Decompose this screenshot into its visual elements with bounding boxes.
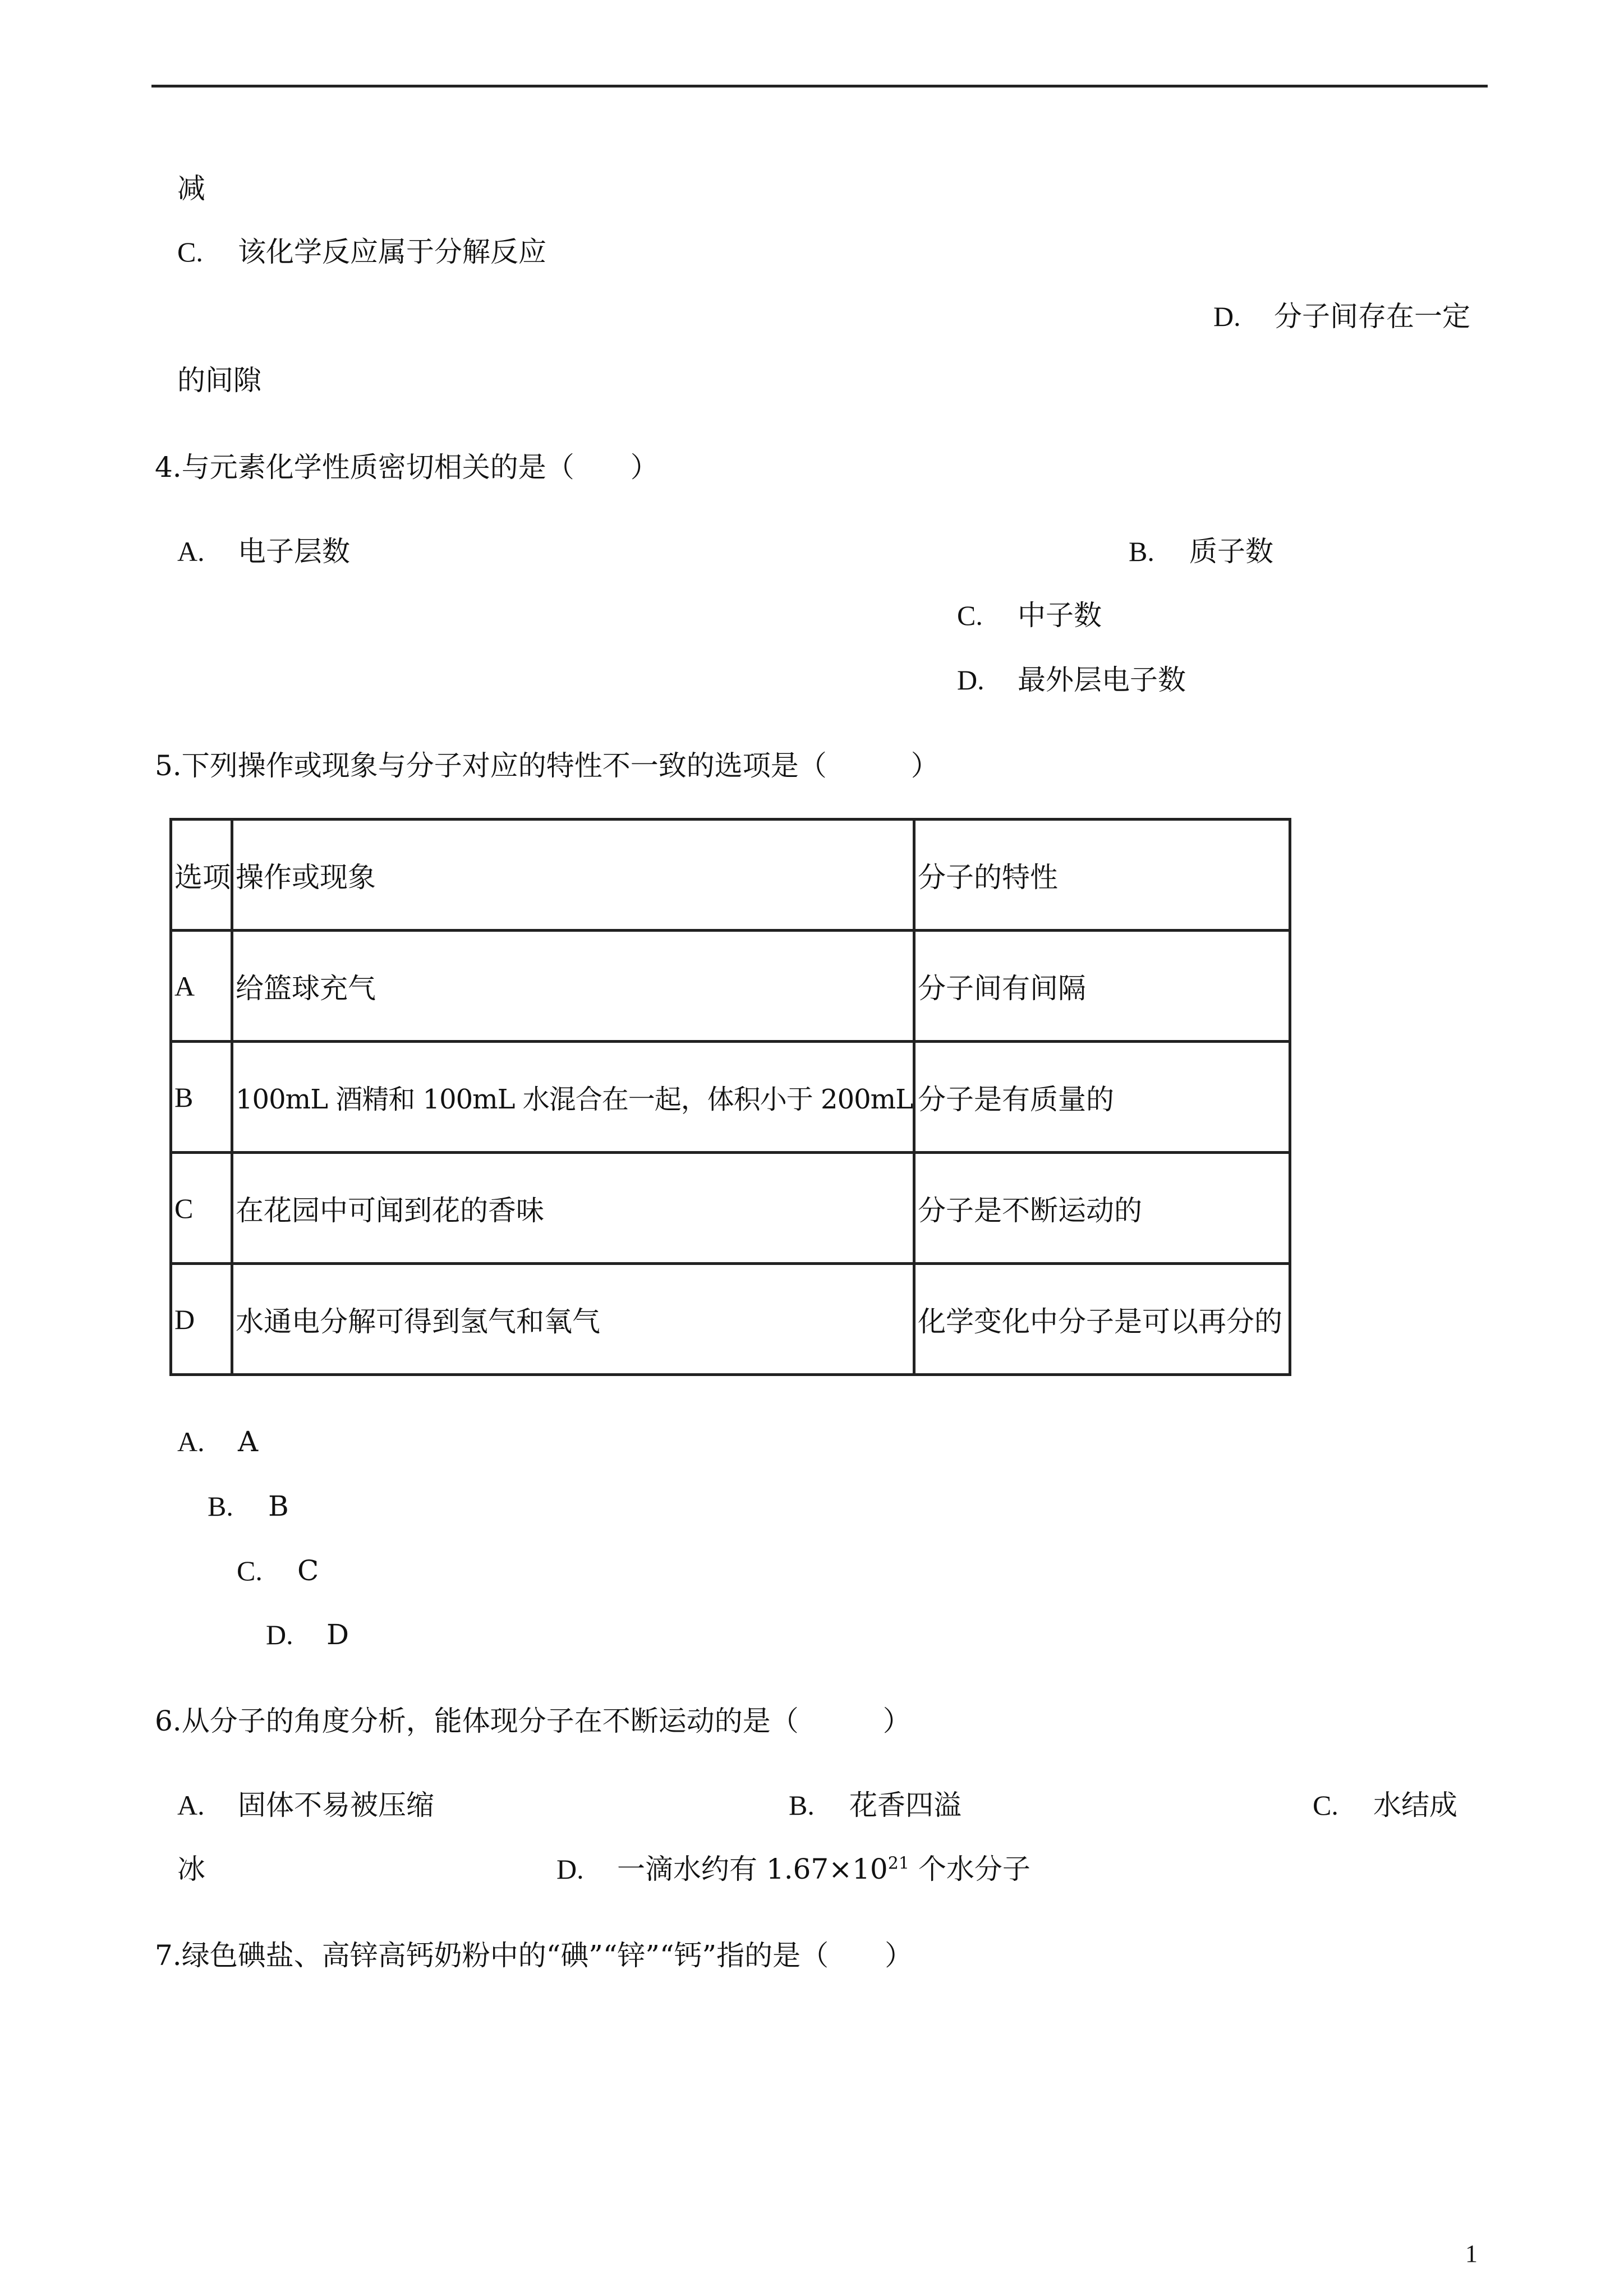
q5-option-a[interactable] bbox=[177, 1425, 258, 1458]
q5-option-b[interactable] bbox=[208, 1489, 289, 1523]
option-letter: C. bbox=[1313, 1789, 1338, 1821]
option-letter: A. bbox=[177, 536, 205, 567]
q3-option-d[interactable] bbox=[1213, 300, 1470, 333]
option-text: 最外层电子数 bbox=[1018, 664, 1186, 696]
q6-stem: 6.从分子的角度分析，能体现分子在不断运动的是（ ） bbox=[155, 1705, 911, 1737]
header-rule bbox=[151, 85, 1488, 88]
table-header-cell: 操作或现象 bbox=[232, 820, 914, 931]
option-letter: A. bbox=[177, 1789, 205, 1821]
table-cell: 在花园中可闻到花的香味 bbox=[232, 1153, 914, 1264]
table-header-cell: 选项 bbox=[171, 820, 232, 931]
table-header-cell: 分子的特性 bbox=[914, 820, 1290, 931]
q5-stem: 5.下列操作或现象与分子对应的特性不一致的选项是（ ） bbox=[155, 749, 939, 782]
q7-stem: 7.绿色碘盐、高锌高钙奶粉中的“碘”“锌”“钙”指的是（ ） bbox=[155, 1939, 913, 1972]
table-cell: B bbox=[171, 1042, 232, 1153]
q4-option-d[interactable] bbox=[957, 663, 1186, 697]
table-row bbox=[171, 931, 1290, 1042]
q5-option-c[interactable] bbox=[237, 1554, 319, 1588]
table-row bbox=[171, 1264, 1290, 1375]
q6-option-c[interactable] bbox=[1313, 1788, 1457, 1822]
option-letter: C. bbox=[957, 600, 983, 631]
q3-continuation-text: 减 bbox=[177, 172, 205, 205]
option-text: 该化学反应属于分解反应 bbox=[238, 236, 546, 268]
option-text: 固体不易被压缩 bbox=[238, 1789, 434, 1821]
q4-option-c[interactable] bbox=[957, 599, 1102, 632]
q3-option-c[interactable] bbox=[177, 235, 546, 269]
option-text-tail: 个水分子 bbox=[909, 1853, 1030, 1885]
table-cell: A bbox=[171, 931, 232, 1042]
option-letter: C. bbox=[237, 1555, 263, 1586]
page-number: 1 bbox=[1465, 2240, 1478, 2267]
table-cell: 分子是有质量的 bbox=[914, 1042, 1290, 1153]
option-text-main: 一滴水约有 1.67×10 bbox=[617, 1853, 888, 1885]
option-letter: D. bbox=[266, 1619, 293, 1650]
table-cell: 分子是不断运动的 bbox=[914, 1153, 1290, 1264]
table-cell: 分子间有间隔 bbox=[914, 931, 1290, 1042]
q5-option-d[interactable] bbox=[266, 1618, 349, 1651]
option-letter: D. bbox=[957, 664, 984, 696]
table-cell: D bbox=[171, 1264, 232, 1375]
option-letter: A. bbox=[177, 1426, 205, 1457]
exponent: 21 bbox=[887, 1853, 909, 1874]
option-letter: D. bbox=[1213, 301, 1241, 332]
table-row bbox=[171, 1153, 1290, 1264]
option-text: B bbox=[268, 1490, 289, 1522]
option-text: 花香四溢 bbox=[849, 1789, 961, 1821]
option-text: 水结成 bbox=[1373, 1789, 1457, 1821]
q6-option-c-continuation: 冰 bbox=[177, 1853, 205, 1885]
q4-option-b[interactable] bbox=[1129, 535, 1273, 568]
q4-option-a[interactable] bbox=[177, 535, 350, 568]
option-text: 中子数 bbox=[1018, 599, 1102, 632]
option-letter: B. bbox=[789, 1789, 815, 1821]
table-cell: 化学变化中分子是可以再分的 bbox=[914, 1264, 1290, 1375]
option-letter: B. bbox=[208, 1490, 233, 1522]
q6-option-a[interactable] bbox=[177, 1788, 434, 1822]
q4-stem: 4.与元素化学性质密切相关的是（ ） bbox=[155, 451, 659, 484]
option-text: 质子数 bbox=[1189, 535, 1273, 568]
table-cell: 水通电分解可得到氢气和氧气 bbox=[232, 1264, 914, 1375]
table-cell: 给篮球充气 bbox=[232, 931, 914, 1042]
option-text: C bbox=[297, 1554, 319, 1587]
q6-option-b[interactable] bbox=[789, 1788, 961, 1822]
q5-table bbox=[169, 818, 1291, 1376]
table-row bbox=[171, 1042, 1290, 1153]
q6-option-d[interactable] bbox=[556, 1852, 1030, 1886]
table-cell: C bbox=[171, 1153, 232, 1264]
option-text: 分子间存在一定 bbox=[1274, 300, 1470, 333]
option-text: D bbox=[326, 1618, 349, 1651]
q3-option-d-continuation: 的间隙 bbox=[177, 364, 261, 397]
option-letter: C. bbox=[177, 236, 203, 268]
option-text: A bbox=[238, 1425, 259, 1458]
table-cell: 100mL 酒精和 100mL 水混合在一起，体积小于 200mL bbox=[232, 1042, 914, 1153]
option-letter: D. bbox=[556, 1853, 584, 1885]
table-header-row bbox=[171, 820, 1290, 931]
option-letter: B. bbox=[1129, 536, 1154, 567]
option-text: 电子层数 bbox=[238, 535, 350, 568]
option-text bbox=[617, 1853, 1030, 1885]
